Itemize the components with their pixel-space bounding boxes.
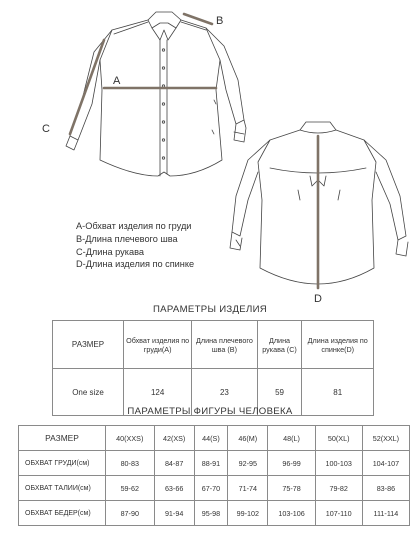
label-c: C	[42, 123, 50, 135]
table-row	[19, 476, 410, 501]
label-a: A	[113, 75, 121, 87]
figure-params-table	[18, 425, 410, 526]
table-cell: 124	[124, 369, 192, 416]
header-cell: 48(L)	[268, 426, 315, 451]
table-row	[19, 501, 410, 526]
header-cell: РАЗМЕР	[53, 321, 124, 369]
header-cell: 52(XXL)	[362, 426, 409, 451]
table-row	[19, 451, 410, 476]
table-cell: 59-62	[106, 476, 155, 501]
front-shirt-sketch	[66, 12, 246, 176]
header-cell: 46(M)	[228, 426, 268, 451]
table-cell: 71-74	[228, 476, 268, 501]
table-cell: 111-114	[362, 501, 409, 526]
table-header-row	[19, 426, 410, 451]
table-cell: One size	[53, 369, 124, 416]
header-cell: РАЗМЕР	[19, 426, 106, 451]
header-cell: Длина плечевого шва (B)	[192, 321, 257, 369]
table-cell: 63-66	[154, 476, 194, 501]
header-cell: 40(XXS)	[106, 426, 155, 451]
table-cell: 100-103	[315, 451, 362, 476]
header-cell: Длина рукава (C)	[257, 321, 302, 369]
table-cell: 81	[302, 369, 374, 416]
table-cell: 103-106	[268, 501, 315, 526]
table-cell: 83-86	[362, 476, 409, 501]
table-cell: 107-110	[315, 501, 362, 526]
header-cell: 42(XS)	[154, 426, 194, 451]
table-cell: 59	[257, 369, 302, 416]
sleeve-measure-line-c	[70, 40, 104, 134]
header-cell: Длина изделия по спинке(D)	[302, 321, 374, 369]
header-cell: 50(XL)	[315, 426, 362, 451]
table-cell: 96-99	[268, 451, 315, 476]
table-cell: 92-95	[228, 451, 268, 476]
legend-item-d: D-Длина изделия по спинке	[76, 259, 195, 270]
legend-item-a: A-Обхват изделия по груди	[76, 221, 192, 231]
table-cell: 23	[192, 369, 257, 416]
table-cell: 84-87	[154, 451, 194, 476]
table-cell: 99-102	[228, 501, 268, 526]
header-cell: Обхват изделия по груди(A)	[124, 321, 192, 369]
measurement-legend	[76, 220, 194, 271]
table-cell: 80-83	[106, 451, 155, 476]
label-b: B	[216, 15, 224, 27]
header-cell: 44(S)	[194, 426, 227, 451]
product-params-table	[52, 320, 374, 416]
table-cell: 104-107	[362, 451, 409, 476]
table-cell: 95-98	[194, 501, 227, 526]
table-cell: 87-90	[106, 501, 155, 526]
table-cell: 67-70	[194, 476, 227, 501]
table-cell: 88-91	[194, 451, 227, 476]
table-cell: 91-94	[154, 501, 194, 526]
table-cell: ОБХВАТ ТАЛИИ(см)	[19, 476, 106, 501]
legend-item-c: C-Длина рукава	[76, 246, 144, 257]
table-cell: 79-82	[315, 476, 362, 501]
legend-item-b: B-Длина плечевого шва	[76, 233, 178, 244]
figure-params-title: ПАРАМЕТРЫ ФИГУРЫ ЧЕЛОВЕКА	[127, 406, 293, 417]
table-cell: 75-78	[268, 476, 315, 501]
label-d: D	[314, 293, 322, 305]
table-cell: ОБХВАТ ГРУДИ(см)	[19, 451, 106, 476]
table-header-row	[53, 321, 374, 369]
table-cell: ОБХВАТ БЕДЕР(см)	[19, 501, 106, 526]
product-params-title: ПАРАМЕТРЫ ИЗДЕЛИЯ	[152, 304, 268, 315]
